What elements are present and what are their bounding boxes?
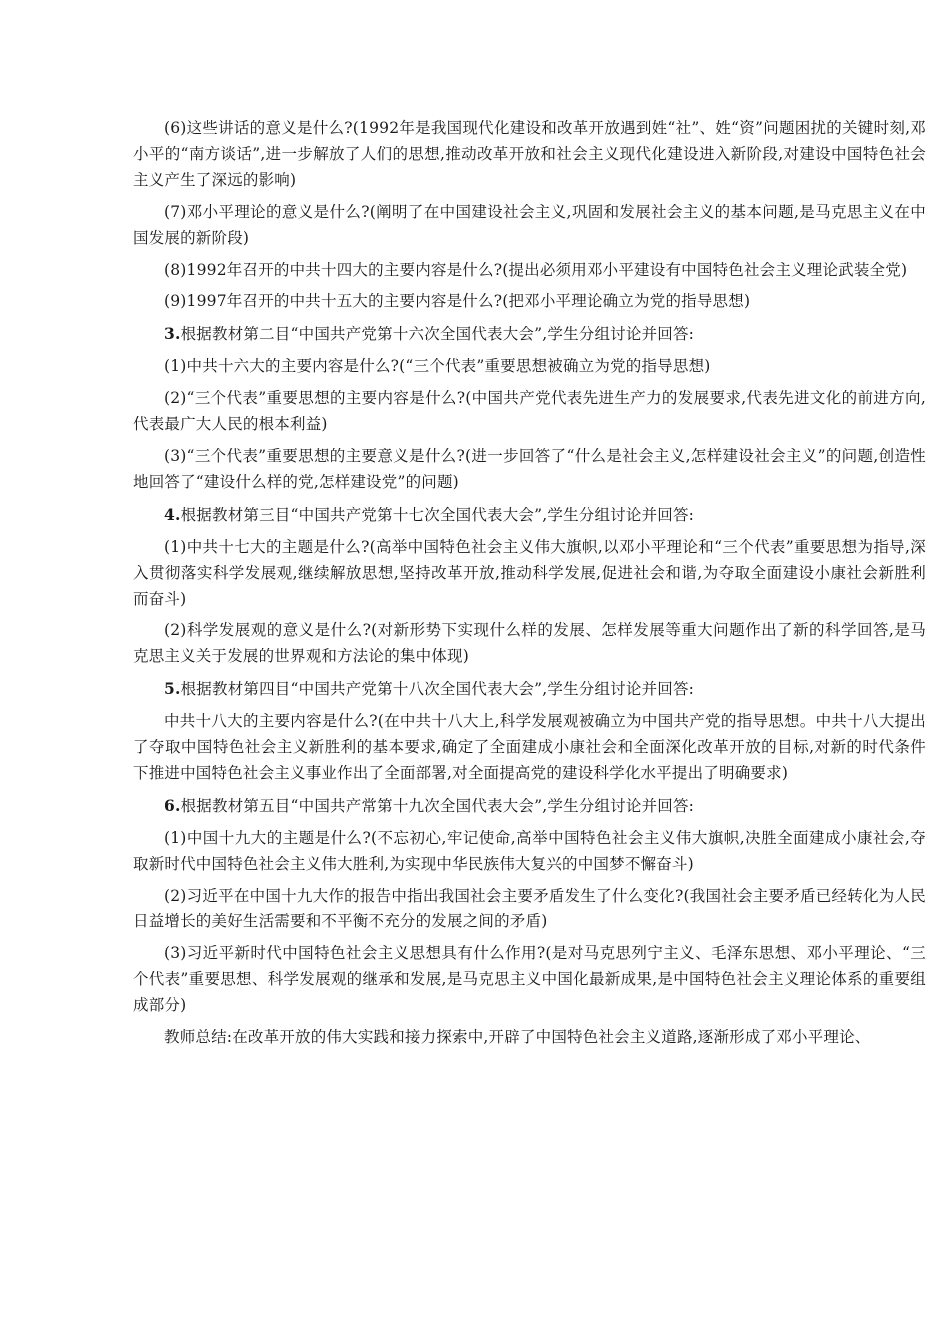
section-3-item-3: (3)“三个代表”重要思想的主要意义是什么?(进一步回答了“什么是社会主义,怎样建设社会主义”的问题,创造性地回答了“建设什么样的党,怎样建设党”的问题) [133,446,926,491]
section-6-heading [133,793,926,820]
section-6-number: 6. [164,795,181,815]
section-4-item-1: (1)中共十七大的主题是什么?(高举中国特色社会主义伟大旗帜,以邓小平理论和“三个代表”重要思想为指导,深入贯彻落实科学发展观,继续解放思想,坚持改革开放,推动科学发展,促进社会和谐,为夺取全面建设小康社会新胜利而奋斗) [133,537,926,608]
section-4-heading [133,502,926,529]
section-5-heading [133,676,926,703]
teacher-summary: 教师总结:在改革开放的伟大实践和接力探索中,开辟了中国特色社会主义道路,逐渐形成了邓小平理论、 [164,1028,871,1047]
section-6-text: 根据教材第五目“中国共产常第十九次全国代表大会”,学生分组讨论并回答: [180,796,695,815]
section-6-item-3: (3)习近平新时代中国特色社会主义思想具有什么作用?(是对马克思列宁主义、毛泽东思想、邓小平理论、“三个代表”重要思想、科学发展观的继承和发展,是马克思主义中国化最新成果,是中国特色社会主义理论体系的重要组成部分) [133,944,926,1015]
document-body [133,116,926,1057]
section-6-item-1: (1)中国十九大的主题是什么?(不忘初心,牢记使命,高举中国特色社会主义伟大旗帜,决胜全面建成小康社会,夺取新时代中国特色社会主义伟大胜利,为实现中华民族伟大复兴的中国梦不懈奋斗) [133,828,926,873]
section-4-number: 4. [164,504,181,524]
section-4-item-2: (2)科学发展观的意义是什么?(对新形势下实现什么样的发展、怎样发展等重大问题作出了新的科学回答,是马克思主义关于发展的世界观和方法论的集中体现) [133,621,926,666]
paragraph-q9: (9)1997年召开的中共十五大的主要内容是什么?(把邓小平理论确立为党的指导思想) [164,292,751,311]
section-5-number: 5. [164,679,181,699]
paragraph-q8: (8)1992年召开的中共十四大的主要内容是什么?(提出必须用邓小平建设有中国特色社会主义理论武装全党) [164,260,908,279]
section-3-item-2: (2)“三个代表”重要思想的主要内容是什么?(中国共产党代表先进生产力的发展要求,代表先进文化的前进方向,代表最广大人民的根本利益) [133,389,926,434]
section-5-text: 根据教材第四目“中国共产党第十八次全国代表大会”,学生分组讨论并回答: [180,680,695,699]
paragraph-q6: (6)这些讲话的意义是什么?(1992年是我国现代化建设和改革开放遇到姓“社”、姓“资”问题困扰的关键时刻,邓小平的“南方谈话”,进一步解放了人们的思想,推动改革开放和社会主义现代化建设进入新阶段,对建设中国特色社会主义产生了深远的影响) [133,119,926,189]
paragraph-q7: (7)邓小平理论的意义是什么?(阐明了在中国建设社会主义,巩固和发展社会主义的基本问题,是马克思主义在中国发展的新阶段) [133,202,926,247]
section-6-item-2: (2)习近平在中国十九大作的报告中指出我国社会主要矛盾发生了什么变化?(我国社会主要矛盾已经转化为人民日益增长的美好生活需要和不平衡不充分的发展之间的矛盾) [133,886,926,931]
section-3-item-1: (1)中共十六大的主要内容是什么?(“三个代表”重要思想被确立为党的指导思想) [164,357,711,376]
section-3-text: 根据教材第二目“中国共产党第十六次全国代表大会”,学生分组讨论并回答: [180,325,695,344]
section-3-heading [133,321,926,348]
section-4-text: 根据教材第三目“中国共产党第十七次全国代表大会”,学生分组讨论并回答: [180,505,695,524]
section-5-item-1: 中共十八大的主要内容是什么?(在中共十八大上,科学发展观被确立为中国共产党的指导思想。中共十八大提出了夺取中国特色社会主义新胜利的基本要求,确定了全面建成小康社会和全面深化改革开放的目标,对新的时代条件下推进中国特色社会主义事业作出了全面部署,对全面提高党的建设科学化水平提出了明确要求) [133,712,926,782]
section-3-number: 3. [164,324,181,344]
